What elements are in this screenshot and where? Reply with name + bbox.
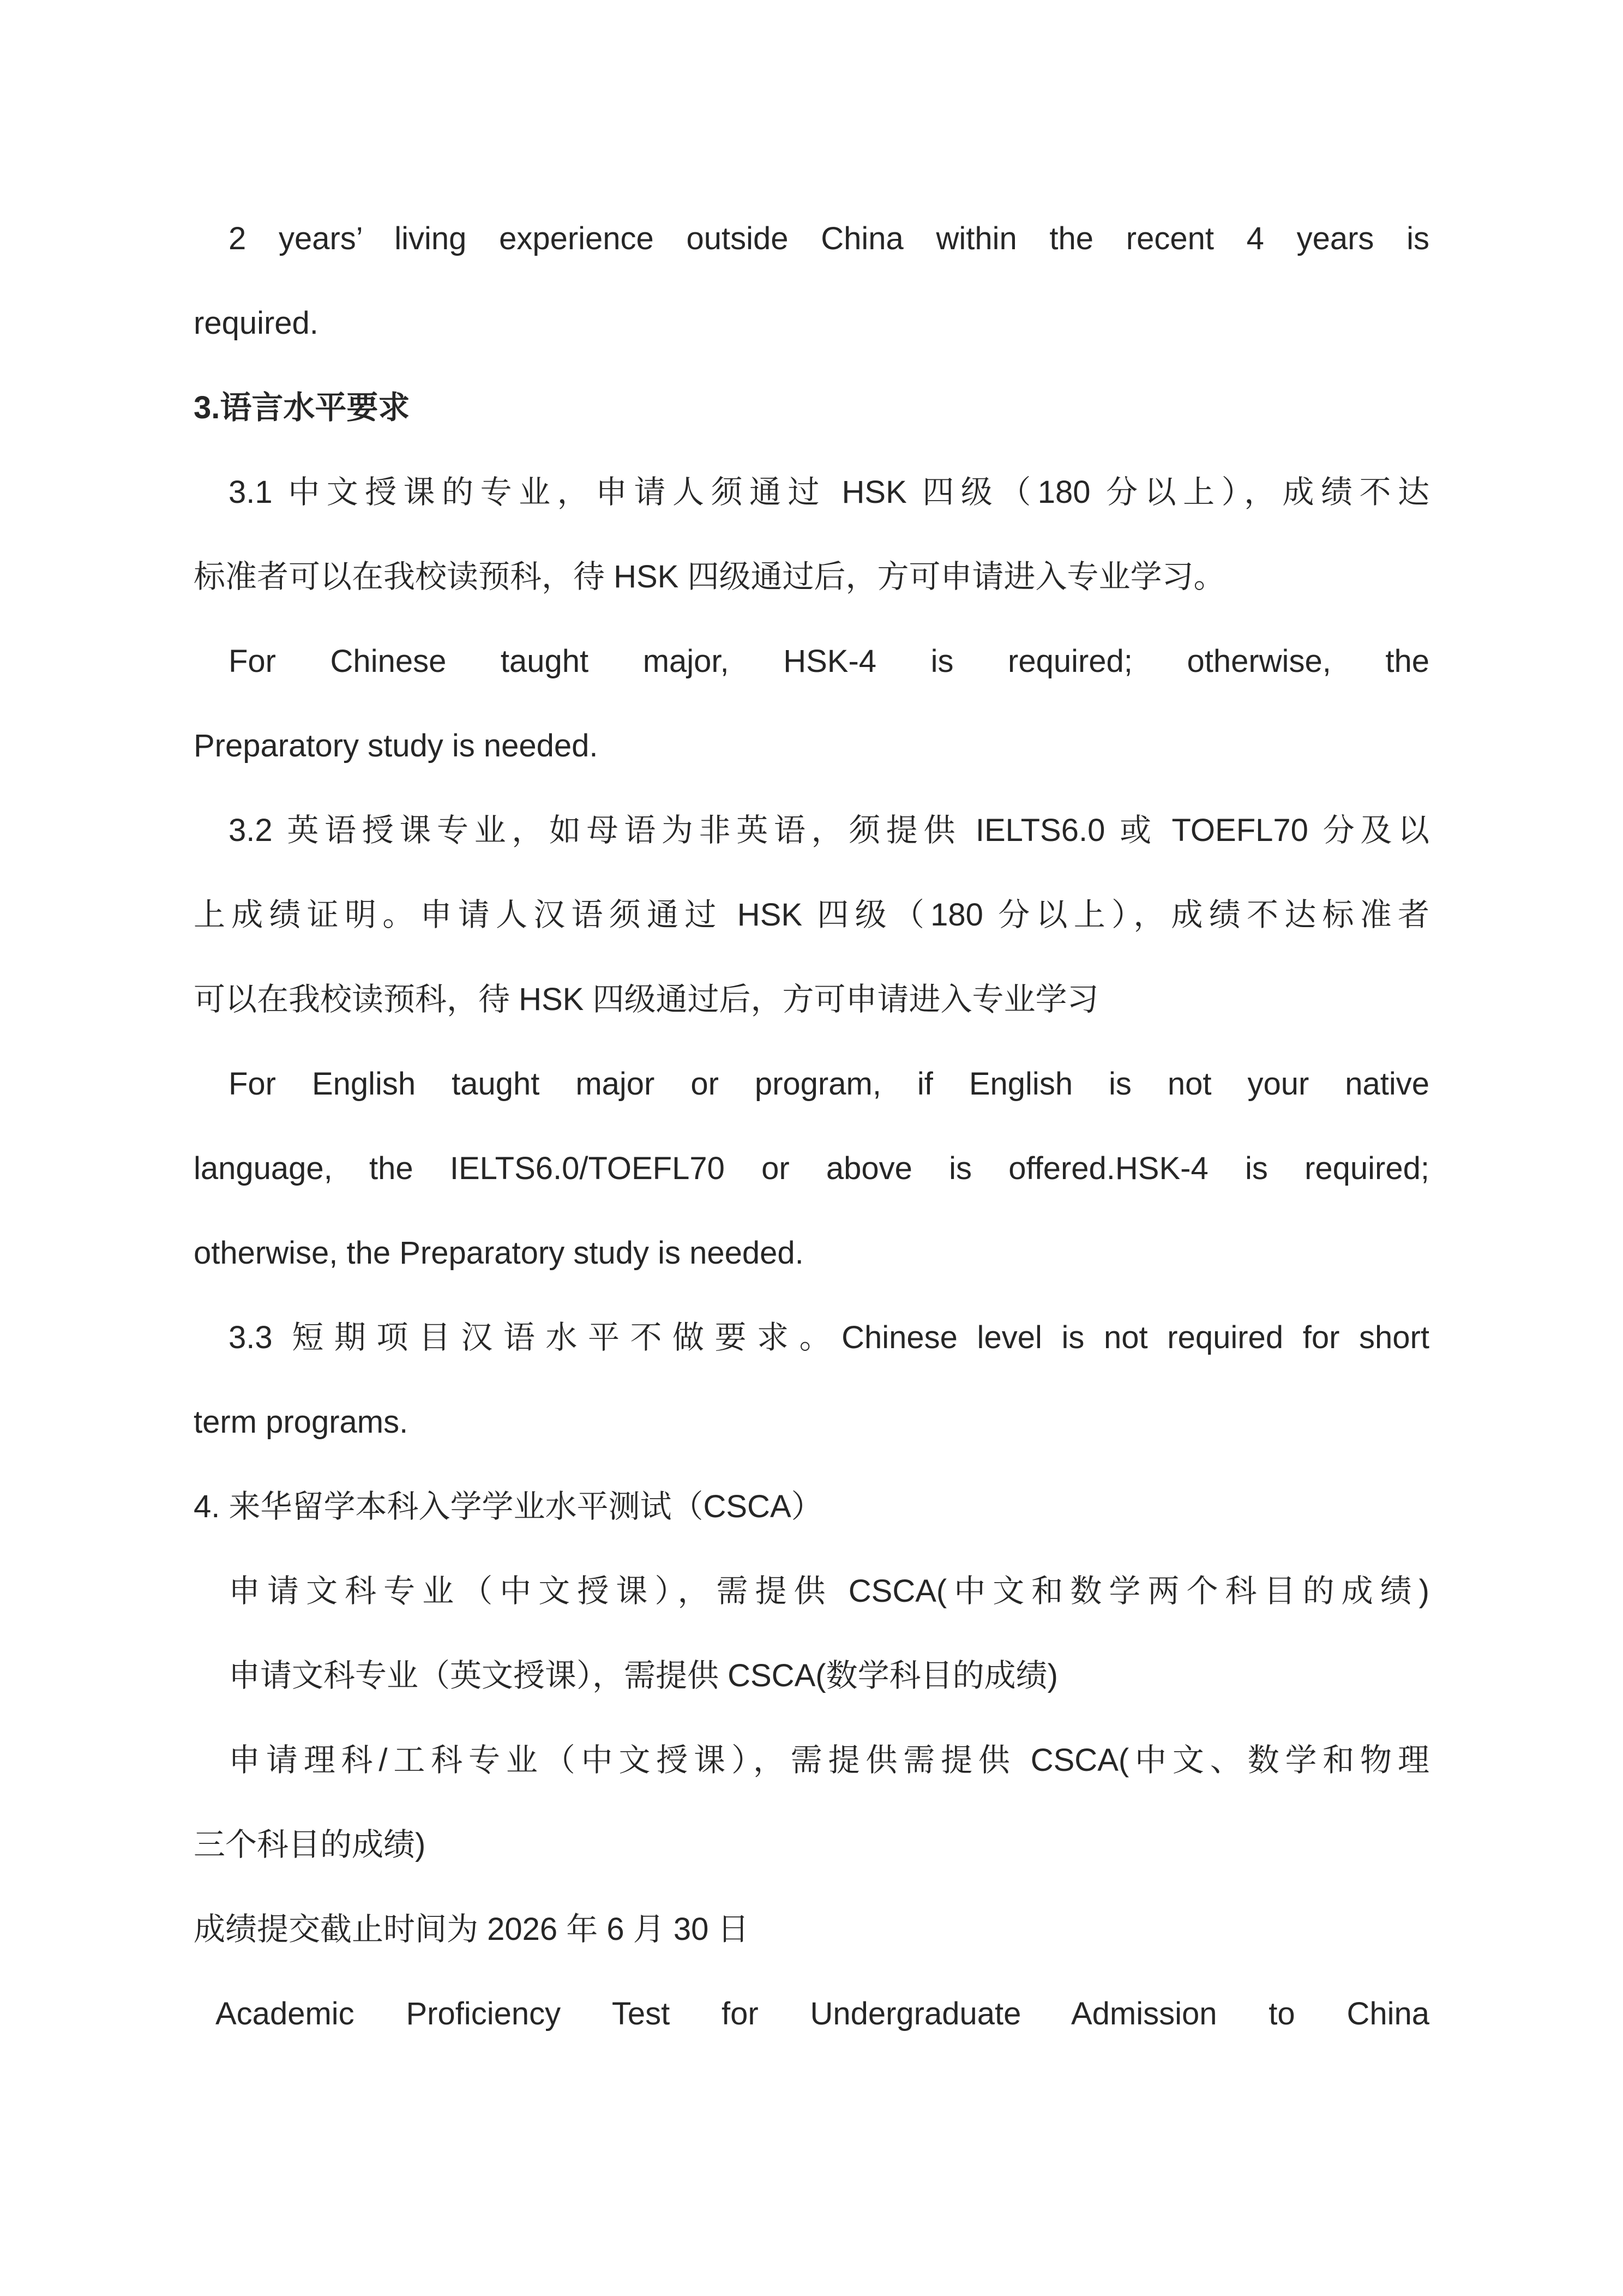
doc-line: 三个科目的成绩) (194, 1827, 426, 1862)
doc-line: term programs. (194, 1404, 408, 1440)
doc-line: 可以在我校读预科，待 HSK 四级通过后，方可申请进入专业学习 (194, 982, 1099, 1017)
doc-line: 申请理科/工科专业（中文授课），需提供需提供 CSCA(中文、数学和物理 (229, 1742, 1429, 1778)
doc-line: language, the IELTS6.0/TOEFL70 or above is offered.HSK-4 is required; (194, 1151, 1429, 1186)
doc-line: Preparatory study is needed. (194, 728, 598, 764)
doc-line: 3.2 英语授课专业，如母语为非英语，须提供 IELTS6.0 或 TOEFL70 分及以 (229, 813, 1429, 848)
doc-line: required. (194, 305, 318, 341)
doc-line: 成绩提交截止时间为 2026 年 6 月 30 日 (194, 1912, 749, 1947)
doc-line: 上成绩证明。申请人汉语须通过 HSK 四级（180 分以上），成绩不达标准者 (194, 897, 1429, 933)
doc-line: 申请文科专业（中文授课），需提供 CSCA(中文和数学两个科目的成绩) (229, 1573, 1429, 1609)
doc-line: 申请文科专业（英文授课），需提供 CSCA(数学科目的成绩) (229, 1658, 1058, 1693)
doc-line: 标准者可以在我校读预科，待 HSK 四级通过后，方可申请进入专业学习。 (194, 559, 1225, 594)
doc-line: Academic Proficiency Test for Undergraduate Admission to China (215, 1996, 1429, 2031)
heading-csca-test: 4. 来华留学本科入学学业水平测试（CSCA） (194, 1489, 823, 1524)
doc-line: For Chinese taught major, HSK-4 is required; otherwise, the (229, 644, 1429, 679)
doc-line: 3.1 中文授课的专业，申请人须通过 HSK 四级（180 分以上），成绩不达 (229, 474, 1429, 510)
doc-line: otherwise, the Preparatory study is needed. (194, 1235, 804, 1271)
doc-line: 3.3 短期项目汉语水平不做要求。Chinese level is not required for short (229, 1320, 1429, 1355)
doc-line: 2 years’ living experience outside China within the recent 4 years is (229, 221, 1429, 256)
heading-language-requirements: 3.语言水平要求 (194, 390, 410, 425)
doc-line: For English taught major or program, if English is not your native (229, 1066, 1429, 1102)
